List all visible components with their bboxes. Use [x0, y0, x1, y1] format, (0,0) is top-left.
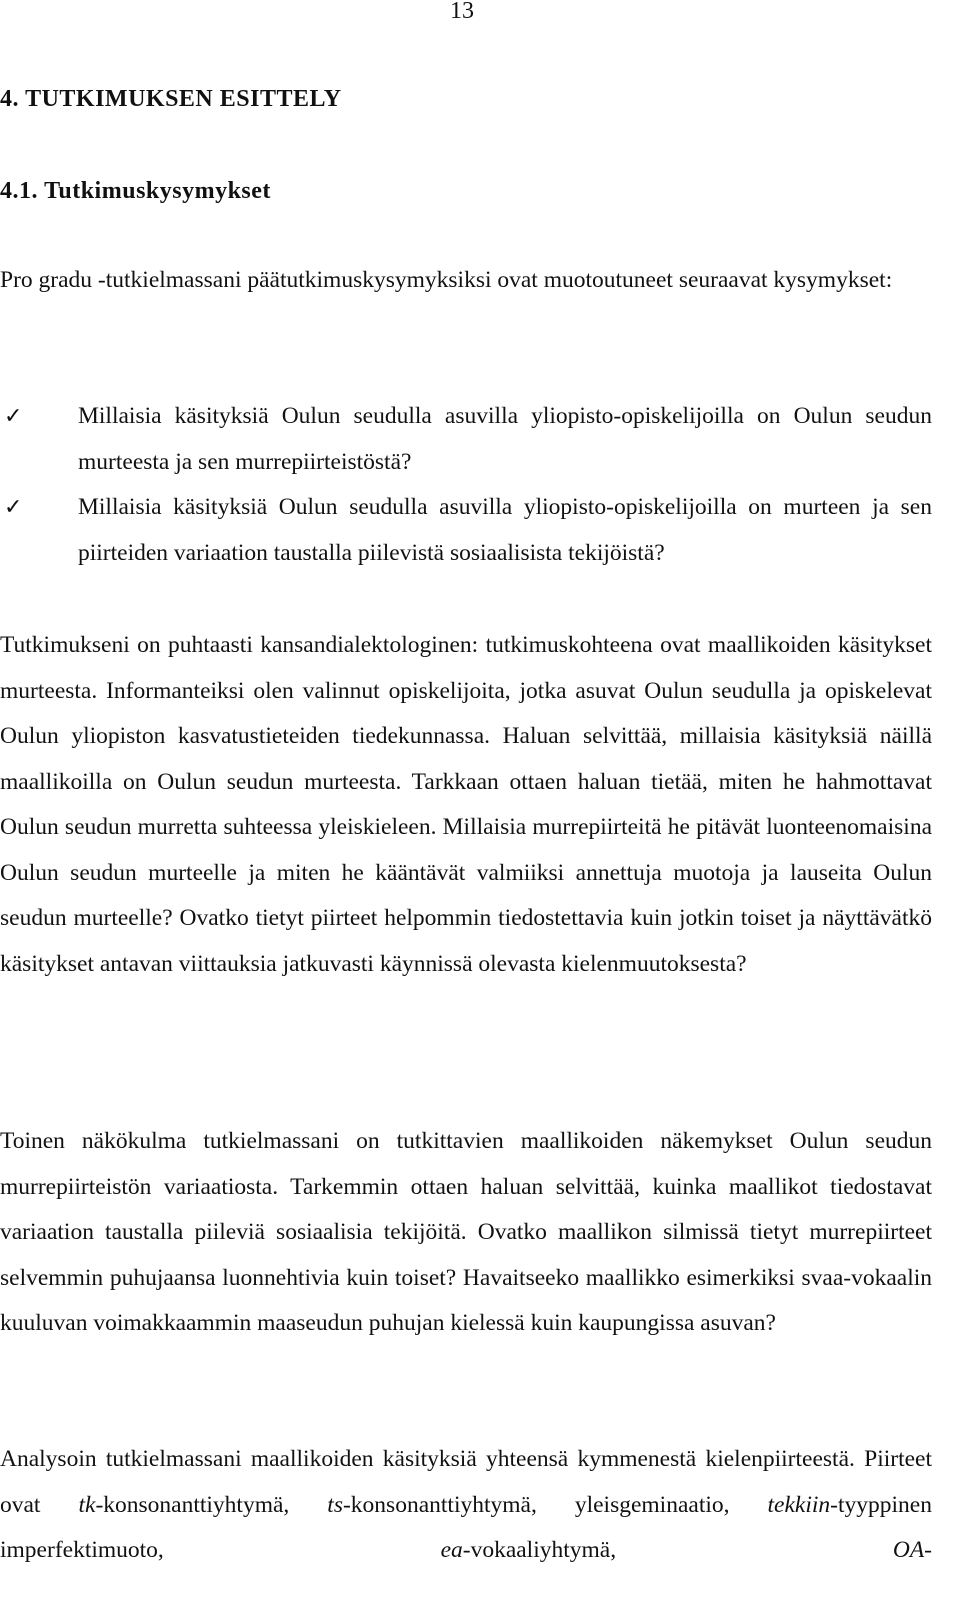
italic-term: ts	[327, 1491, 343, 1518]
italic-term: ea	[440, 1537, 463, 1563]
body-paragraph-features	[0, 1437, 932, 1574]
checkmark-icon: ✓	[4, 495, 23, 520]
research-question-item	[0, 485, 932, 576]
section-heading: 4.1. Tutkimuskysymykset	[0, 178, 271, 204]
body-paragraph: Toinen näkökulma tutkielmassani on tutkittavien maallikoiden näkemykset Oulun seudun murrepiirteistön variaatiosta. Tarkemmin ottaen haluan selvittää, kuinka maallikot tiedostavat variaation taustalla piileviä sosiaalisia tekijöitä. Ovatko maallikon silmissä tietyt murrepiirteet selvemmin puhujaansa luonnehtivia kuin toiset? Havaitseeko maallikko esimerkiksi svaa-vokaalin kuuluvan voimakkaammin maaseudun puhujan kielessä kuin kaupungissa asuvan?	[0, 1128, 932, 1336]
italic-term: tk	[78, 1491, 96, 1518]
text-run: -konsonanttiyhtymä,	[95, 1491, 328, 1518]
text-run: Analysoin tutkielmassani maallikoiden käsityksiä yhteensä kymmenestä kielenpiirteestä. Piirteet ovat	[0, 1446, 932, 1518]
page-number: 13	[450, 0, 474, 24]
research-question-text: Millaisia käsityksiä Oulun seudulla asuvilla yliopisto-opiskelijoilla on Oulun seudun murteesta ja sen murrepiirteistöstä?	[78, 403, 932, 475]
italic-term: tekkiin	[767, 1491, 831, 1518]
research-question-item	[0, 394, 932, 485]
intro-paragraph: Pro gradu -tutkielmassani päätutkimuskysymyksiksi ovat muotoutuneet seuraavat kysymykset:	[0, 267, 893, 293]
checkmark-icon: ✓	[4, 404, 23, 429]
body-paragraph: Tutkimukseni on puhtaasti kansandialektologinen: tutkimuskohteena ovat maallikoiden käsitykset murteesta. Informanteiksi olen valinnut opiskelijoita, jotka asuvat Oulun seudulla ja opiskelevat Oulun yliopiston kasvatustieteiden tiedekunnassa. Haluan selvittää, millaisia käsityksiä näillä maallikoilla on Oulun seudun murteesta. Tarkkaan ottaen haluan tietää, miten he hahmottavat Oulun seudun murretta suhteessa yleiskieleen. Millaisia murrepiirteitä he pitävät luonteenomaisina Oulun seudun murteelle ja miten he kääntävät valmiiksi annettuja muotoja ja lauseita Oulun seudun murteelle? Ovatko tietyt piirteet helpommin tiedostettavia kuin jotkin toiset ja näyttävätkö käsitykset antavan viittauksia jatkuvasti käynnissä olevasta kielenmuutoksesta?	[0, 632, 932, 977]
text-run: -vokaaliyhtymä,	[462, 1537, 893, 1563]
research-questions-list	[0, 394, 932, 576]
text-run: -konsonanttiyhtymä, yleisgeminaatio,	[342, 1491, 768, 1518]
text-run: -tyyppinen imperfektimuoto,	[0, 1491, 932, 1563]
italic-term: OA-	[892, 1537, 933, 1563]
chapter-heading: 4. TUTKIMUKSEN ESITTELY	[0, 86, 342, 112]
research-question-text: Millaisia käsityksiä Oulun seudulla asuvilla yliopisto-opiskelijoilla on murteen ja sen piirteiden variaation taustalla piilevistä sosiaalisista tekijöistä?	[78, 494, 932, 566]
